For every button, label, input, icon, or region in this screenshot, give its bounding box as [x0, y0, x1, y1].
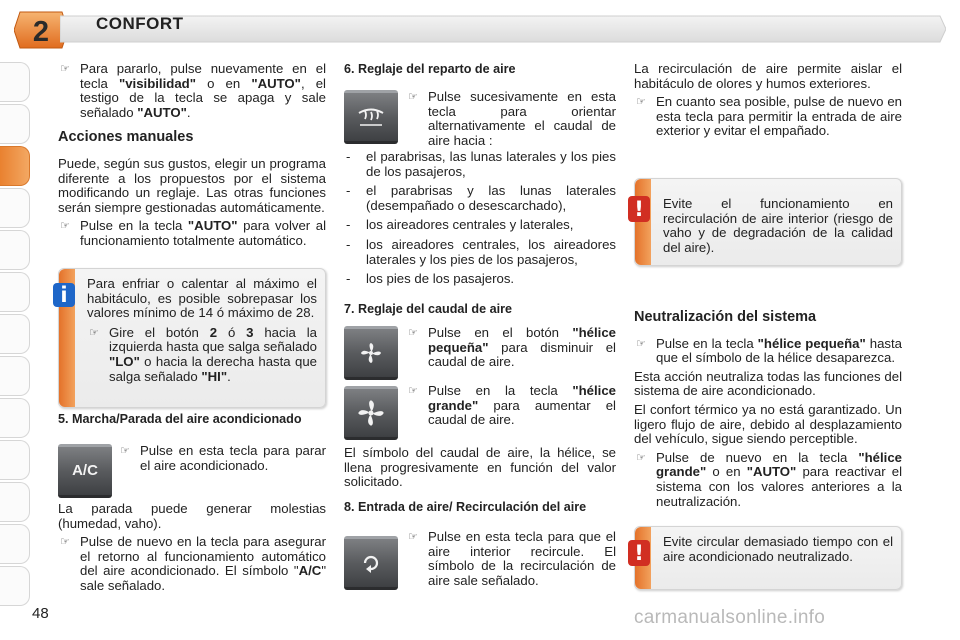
s5-body	[58, 502, 326, 598]
bold-term: "AUTO"	[251, 75, 301, 91]
text-run: Pulse en la tecla	[656, 335, 758, 351]
s7-bullet1-wrap	[406, 326, 616, 374]
arrow-bullet-icon: ☞	[89, 325, 99, 339]
s5-bullet-text: Pulse en esta tecla para parar el aire acondicionado.	[140, 443, 326, 473]
intro-bullet-text	[80, 61, 326, 120]
bold-term: "HI"	[201, 368, 228, 384]
s7-note	[344, 446, 616, 494]
column-right	[634, 62, 902, 143]
neutral-paragraph-2: El confort térmico ya no está garantizado. Un ligero flujo de aire, debido al desplazamiento del vehículo, sigue siendo perceptible.	[634, 401, 902, 447]
tab-1[interactable]	[0, 62, 30, 102]
s8-bullet-wrap	[406, 530, 616, 592]
arrow-bullet-icon: ☞	[636, 95, 646, 109]
tab-12[interactable]	[0, 524, 30, 564]
bold-term: "AUTO"	[187, 218, 238, 234]
info-icon: i	[53, 283, 75, 307]
text-run: Pulse en el botón	[428, 325, 573, 340]
column-left	[58, 62, 326, 253]
recirculation-button-image	[344, 536, 398, 590]
s6-title: 6. Reglaje del reparto de aire	[344, 62, 516, 76]
ac-button-image	[58, 444, 112, 498]
text-run: o en	[706, 464, 747, 480]
header-bar	[60, 14, 946, 44]
s7-bullet-1-text	[428, 325, 616, 369]
ac-button-label: A/C	[72, 461, 98, 479]
text-run: o hacia la derecha hasta que salga señalado	[109, 353, 317, 384]
s7-bullet-2-text	[428, 383, 616, 427]
bold-term: "AUTO"	[746, 464, 797, 480]
s5-paragraph: La parada puede generar molestias (humedad, vaho).	[58, 501, 326, 531]
s6-bullet	[406, 90, 616, 148]
small-fan-button-image	[344, 326, 398, 380]
text-run: , el testigo de la tecla se apaga y sale señalado	[80, 75, 326, 120]
watermark: carmanualsonline.info	[634, 607, 826, 628]
bold-term: 2	[209, 324, 218, 340]
bold-term: "hélice grande"	[656, 449, 902, 480]
arrow-bullet-icon: ☞	[60, 219, 70, 233]
s6-bullet-wrap	[406, 90, 616, 152]
bold-term: A/C	[298, 563, 322, 579]
tab-11[interactable]	[0, 482, 30, 522]
arrow-bullet-icon: ☞	[120, 444, 130, 457]
tab-3-active[interactable]	[0, 146, 30, 186]
s8-title: 8. Entrada de aire/ Recirculación del aire	[344, 500, 587, 514]
info-box-bullet-text	[109, 325, 317, 384]
arrow-bullet-icon: ☞	[408, 530, 418, 543]
arrow-bullet-icon: ☞	[408, 384, 418, 397]
arrow-bullet-icon: ☞	[408, 90, 418, 103]
text-run: Pulse de nuevo en la tecla	[656, 449, 859, 465]
neutral-bullet-1	[634, 337, 902, 366]
column-middle	[344, 62, 616, 83]
s5-bullet-2	[58, 535, 326, 593]
text-run: " sale señalado.	[80, 563, 326, 593]
section-8	[344, 500, 616, 521]
s7-paragraph: El símbolo del caudal de aire, la hélice, se llena progresivamente en función del valor solicitado.	[344, 445, 616, 490]
s5-bullet-wrap	[118, 444, 326, 477]
tab-13[interactable]	[0, 566, 30, 606]
s7-bullet2-wrap	[406, 384, 616, 432]
arrow-bullet-icon: ☞	[636, 336, 646, 350]
s6-list	[344, 150, 616, 292]
arrow-bullet-icon: ☞	[60, 62, 70, 75]
arrow-bullet-icon: ☞	[60, 535, 70, 549]
bold-term: 3	[246, 324, 254, 340]
tab-2[interactable]	[0, 104, 30, 144]
s5-bullet	[118, 444, 326, 473]
acciones-paragraph: Puede, según sus gustos, elegir un programa diferente a los propuestos por el sistema modificando un reglaje. Las otras funciones serán siempre gestionadas automáticamente.	[58, 155, 326, 215]
neutral-paragraph-1: Esta acción neutraliza todas las funciones del sistema de aire acondicionado.	[634, 368, 902, 399]
air-distribution-button-image	[344, 90, 398, 144]
tab-6[interactable]	[0, 272, 30, 312]
page-number: 48	[32, 605, 49, 622]
tab-5[interactable]	[0, 230, 30, 270]
section-5	[58, 412, 326, 433]
text-run: para reactivar el sistema con los valores anteriores a la neutralización.	[656, 464, 902, 509]
text-run: o en	[195, 75, 252, 91]
bold-term: "hélice pequeña"	[428, 325, 616, 355]
text-run: hacia la izquierda hasta que salga señalado	[109, 324, 317, 355]
s6-item-text: los pies de los pasajeros.	[366, 271, 515, 287]
text-run: Pulse en la tecla	[428, 383, 573, 398]
s8-bullet	[406, 530, 616, 588]
recirc-bullet	[634, 95, 902, 139]
bold-term: "LO"	[109, 353, 140, 369]
s6-bullet-text: Pulse sucesivamente en esta tecla para orientar alternativamente el caudal de aire hacia :	[428, 89, 616, 148]
s6-item-text: los aireadores centrales y laterales,	[366, 217, 574, 233]
warning-box-1	[634, 178, 902, 266]
chapter-number: 2	[32, 16, 50, 48]
tab-7[interactable]	[0, 314, 30, 354]
s6-item: - el parabrisas, las lunas laterales y los pies de los pasajeros,	[346, 149, 616, 179]
recirculation-icon	[359, 551, 383, 575]
bold-term: "hélice grande"	[428, 383, 616, 413]
recirc-paragraph: La recirculación de aire permite aislar el habitáculo de olores y humos exteriores.	[634, 61, 902, 91]
s6-item: - los aireadores centrales y laterales,	[346, 217, 574, 233]
warning-2-text: Evite circular demasiado tiempo con el aire acondicionado neutralizado.	[663, 534, 893, 564]
page-title: CONFORT	[96, 14, 184, 33]
bold-term: "hélice pequeña"	[757, 335, 866, 351]
windscreen-icon	[356, 105, 386, 129]
warning-box-2	[634, 526, 902, 590]
section-title-neutralizacion: Neutralización del sistema	[634, 309, 817, 325]
tab-10[interactable]	[0, 440, 30, 480]
text-run: para volver al funcionamiento totalmente automático.	[80, 218, 327, 248]
neutral-bullet-2-text	[656, 450, 902, 509]
s6-item: - los pies de los pasajeros.	[346, 271, 515, 287]
info-box-text: Para enfriar o calentar al máximo el habitáculo, es posible sobrepasar los valores mínimo de 14 ó máximo de 28.	[87, 276, 317, 321]
s6-item: - los aireadores centrales, los aireadores laterales y los pies de los pasajeros,	[346, 236, 616, 267]
auto-bullet	[58, 219, 326, 248]
text-run: para aumentar el caudal de aire.	[428, 397, 616, 428]
text-run: .	[186, 104, 191, 120]
s6-item: - el parabrisas y las lunas laterales (desempañado o desescarchado),	[346, 183, 616, 213]
warning-icon: !	[628, 540, 650, 566]
neutral-bullet-1-text	[656, 336, 902, 366]
section-title-acciones: Acciones manuales	[58, 129, 194, 146]
bold-term: "AUTO"	[137, 104, 187, 120]
bold-term: "visibilidad"	[118, 75, 196, 91]
auto-bullet-text	[80, 218, 326, 248]
arrow-bullet-icon: ☞	[408, 326, 418, 339]
s8-bullet-text: Pulse en esta tecla para que el aire interior recircule. El símbolo de la recirculación de aire sale señalado.	[428, 529, 616, 588]
text-run: Para pararlo, pulse nuevamente en el tecla	[80, 61, 326, 91]
neutral-bullet-2	[634, 451, 902, 509]
s5-title: 5. Marcha/Parada del aire acondicionado	[58, 412, 302, 426]
tab-8[interactable]	[0, 356, 30, 396]
s7-bullet-2	[406, 384, 616, 428]
tab-4[interactable]	[0, 188, 30, 228]
large-fan-button-image	[344, 386, 398, 440]
s7-bullet-1	[406, 326, 616, 370]
small-fan-icon	[360, 342, 382, 364]
info-box-bullet	[87, 326, 317, 384]
s7-title: 7. Reglaje del caudal de aire	[344, 302, 512, 316]
warning-box-stripe	[635, 179, 651, 265]
warning-icon: !	[628, 196, 650, 222]
large-fan-icon	[357, 399, 385, 427]
info-box	[58, 268, 326, 408]
text-run: Pulse en la tecla	[80, 218, 188, 234]
intro-bullet	[58, 62, 326, 120]
text-run: para disminuir el caudal de aire.	[428, 339, 616, 370]
s5-bullet-2-text	[80, 534, 326, 593]
text-run: .	[227, 368, 231, 384]
neutralization-section	[634, 300, 902, 513]
arrow-bullet-icon: ☞	[636, 450, 646, 464]
tab-9[interactable]	[0, 398, 30, 438]
s6-item-text: el parabrisas, las lunas laterales y los pies de los pasajeros,	[366, 149, 616, 179]
text-run: ó	[217, 324, 247, 340]
text-run: Gire el botón	[109, 324, 210, 340]
text-run: Pulse de nuevo en la tecla para asegurar el retorno al funcionamiento automático del aire acondicionado. El símbolo "	[80, 534, 326, 579]
section-7	[344, 302, 616, 323]
s6-item-text: los aireadores centrales, los aireadores laterales y los pies de los pasajeros,	[366, 236, 616, 267]
text-run: hasta que el símbolo de la hélice desaparezca.	[656, 335, 902, 366]
recirc-bullet-text: En cuanto sea posible, pulse de nuevo en esta tecla para permitir la entrada de aire exterior y evitar el empañado.	[656, 94, 902, 139]
warning-1-text: Evite el funcionamiento en recirculación de aire interior (riesgo de vaho y de degradación de la calidad del aire).	[663, 196, 893, 255]
s6-item-text: el parabrisas y las lunas laterales (desempañado o desescarchado),	[366, 183, 616, 213]
